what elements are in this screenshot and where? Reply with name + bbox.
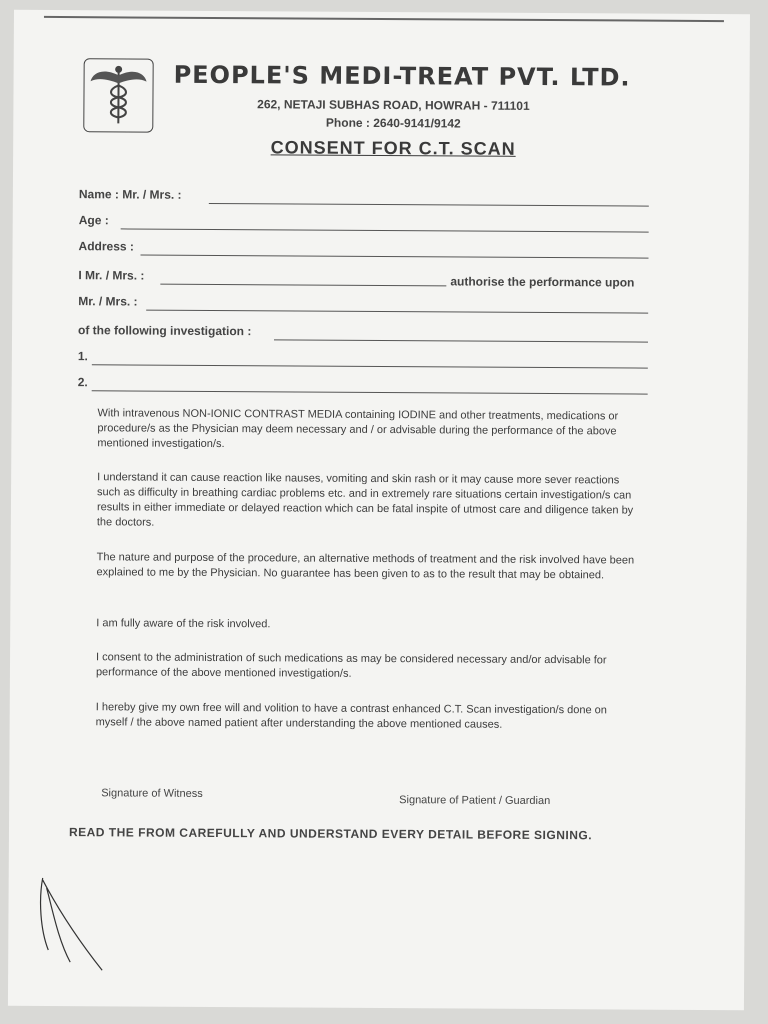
paragraph-awareness: I am fully aware of the risk involved.	[96, 617, 271, 631]
witness-signature-label: Signature of Witness	[101, 787, 203, 800]
consent-form-sheet	[8, 10, 750, 1010]
age-label: Age :	[78, 213, 109, 228]
patient-field[interactable]	[146, 310, 648, 314]
paragraph-risks: I understand it can cause reaction like nauses, vomiting and skin rash or it may cause more sever reactions such as difficulty in breathing cardiac problems etc. and in extremely rare situations certain investigation/s can results in either immediate or delayed reaction which can be fatal inspite of utmost care and diligence taken by the doctors.	[96, 471, 634, 529]
paragraph-free-will: I hereby give my own free will and volition to have a contrast enhanced C.T. Scan investigation/s done on myself / the above named patient after understanding the above mentioned causes.	[95, 701, 607, 731]
form-title: CONSENT FOR C.T. SCAN	[270, 137, 516, 159]
item-1-label: 1.	[77, 349, 88, 364]
age-field[interactable]	[121, 228, 649, 232]
item-2-label: 2.	[77, 375, 88, 390]
company-name: PEOPLE'S MEDI-TREAT PVT. LTD.	[173, 60, 631, 92]
name-field[interactable]	[209, 203, 649, 207]
caduceus-icon	[83, 58, 153, 132]
pen-mark	[28, 870, 119, 981]
top-rule	[44, 16, 724, 22]
patient-label: Mr. / Mrs. :	[78, 294, 138, 309]
item-1-field[interactable]	[92, 364, 648, 368]
address-label: Address :	[78, 239, 134, 254]
paragraph-explanation: The nature and purpose of the procedure, an alternative methods of treatment and the risk involved have been explained to me by the Physician. No guarantee has been given to as to the result that may be obtained.	[96, 551, 635, 582]
paragraph-consent-medications: I consent to the administration of such medications as may be considered necessary and/or advisable for performance of the above mentioned investigation/s.	[95, 651, 607, 680]
item-2-field[interactable]	[92, 390, 648, 394]
investigation-field[interactable]	[274, 339, 648, 342]
authoriser-label: I Mr. / Mrs. :	[78, 268, 145, 283]
investigation-label: of the following investigation :	[78, 323, 252, 339]
footer-warning: READ THE FROM CAREFULLY AND UNDERSTAND EVERY DETAIL BEFORE SIGNING.	[68, 825, 593, 843]
name-label: Name : Mr. / Mrs. :	[78, 187, 182, 202]
paragraph-contrast-media: With intravenous NON-IONIC CONTRAST MEDIA containing IODINE and other treatments, medications or procedure/s as the Physician may deem necessary and / or advisable during the performance of the above mentioned investigation/s.	[97, 407, 619, 451]
company-address: 262, NETAJI SUBHAS ROAD, HOWRAH - 711101	[257, 97, 530, 113]
company-phone: Phone : 2640-9141/9142	[325, 115, 461, 131]
address-field[interactable]	[141, 255, 649, 259]
patient-signature-label: Signature of Patient / Guardian	[399, 794, 551, 808]
authorise-text: authorise the performance upon	[450, 274, 635, 290]
authoriser-field[interactable]	[160, 284, 446, 287]
